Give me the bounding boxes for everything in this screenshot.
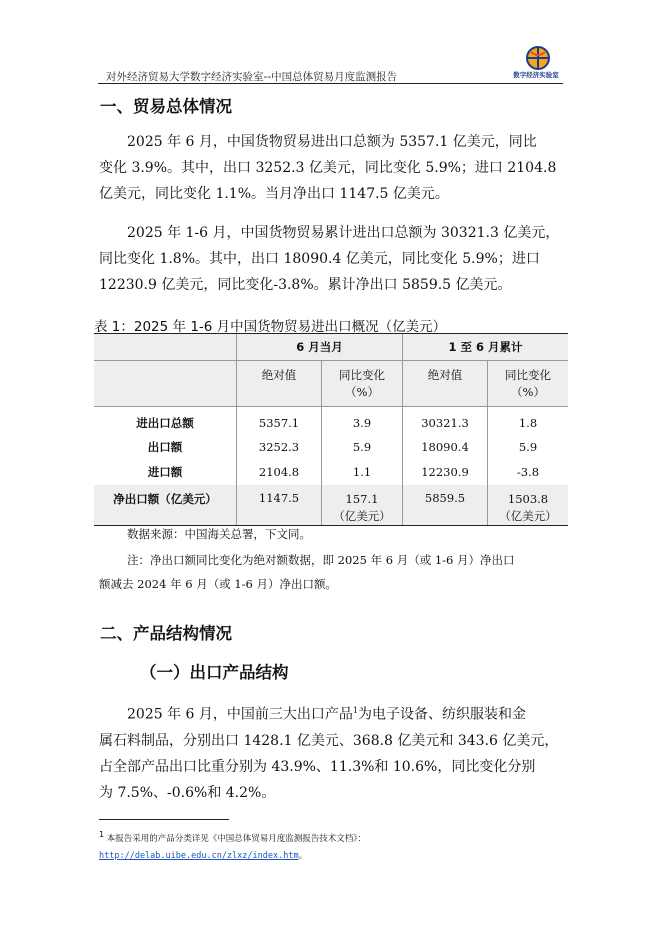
subheader-unit: （%） [511, 385, 545, 399]
data-source-note: 数据来源：中国海关总署，下文同。 [127, 527, 311, 541]
cell-unit: （亿美元） [499, 508, 557, 523]
subheader-cum-change [488, 361, 569, 407]
text-segment: 2025 年 6 月，中国前三大出口产品 [127, 706, 353, 723]
cell: 30321.3 [403, 407, 488, 435]
cell: 3.9 [322, 407, 403, 435]
paragraph-june-summary [99, 129, 565, 207]
table-row [94, 435, 568, 460]
table-corner-cell [94, 334, 237, 361]
cell: 5357.1 [237, 407, 322, 435]
cell-value: 1503.8 [507, 491, 549, 506]
text-line: 变化 3.9%。其中，出口 3252.3 亿美元，同比变化 5.9%；进口 2104.8 [99, 160, 557, 176]
cell: 5.9 [488, 435, 569, 460]
subheader-june-value: 绝对值 [237, 361, 322, 407]
cell-unit: （亿美元） [333, 508, 391, 523]
footnote-link[interactable]: http://delab.uibe.edu.cn/zlxz/index.htm [99, 850, 299, 861]
text-line [99, 698, 565, 728]
cell: 5859.5 [403, 485, 488, 526]
cell: 12230.9 [403, 460, 488, 485]
footnote [99, 826, 366, 865]
text-line: 属石料制品，分别出口 1428.1 亿美元、368.8 亿美元和 343.6 亿美元， [99, 732, 559, 749]
cell: 18090.4 [403, 435, 488, 460]
row-label: 净出口额（亿美元） [94, 485, 237, 526]
cell: -3.8 [488, 460, 569, 485]
cell: 5.9 [322, 435, 403, 460]
footnote-link-suffix: 。 [298, 850, 308, 861]
text-line: 12230.9 亿美元，同比变化-3.8%。累计净出口 5859.5 亿美元。 [99, 277, 512, 293]
footnote-rule [99, 819, 229, 820]
footnote-mark: 1 [99, 830, 105, 839]
subsection-title-export-products: （一）出口产品结构 [140, 663, 289, 682]
table-row [94, 460, 568, 485]
text-line: 亿美元，同比变化 1.1%。当月净出口 1147.5 亿美元。 [99, 186, 449, 202]
footnote-line [99, 848, 366, 865]
cell-value: 157.1 [345, 491, 379, 506]
cell: 1.8 [488, 407, 569, 435]
row-label: 出口额 [147, 440, 183, 454]
group-header-cumulative: 1 至 6 月累计 [403, 334, 569, 361]
subheader-text: 同比变化 [505, 368, 551, 382]
header-rule [98, 83, 563, 84]
running-header: 对外经济贸易大学数字经济实验室--中国总体贸易月度监测报告 [106, 71, 398, 83]
cell: 3252.3 [237, 435, 322, 460]
section-title-product-structure: 二、产品结构情况 [100, 624, 232, 643]
paragraph-h1-summary [99, 220, 565, 298]
table-caption: 表 1：2025 年 1-6 月中国货物贸易进出口概况（亿美元） [94, 319, 447, 335]
footnote-text: 本报告采用的产品分类详见《中国总体贸易月度监测报告技术文档》： [106, 833, 367, 844]
subheader-text: 同比变化 [339, 368, 385, 382]
cell: 1.1 [322, 460, 403, 485]
text-line: 2025 年 6 月，中国货物贸易进出口总额为 5357.1 亿美元，同比 [127, 134, 537, 150]
table-row-net-exports [94, 485, 568, 526]
subheader-june-change [322, 361, 403, 407]
logo-caption: 数字经济实验室 [513, 71, 559, 79]
cell: 2104.8 [237, 460, 322, 485]
cell [488, 485, 569, 526]
text-line: 为 7.5%、-0.6%和 4.2%。 [99, 784, 276, 801]
trade-overview-table [94, 333, 568, 526]
row-label: 进出口总额 [136, 415, 194, 430]
subheader-cum-value: 绝对值 [403, 361, 488, 407]
group-header-june: 6 月当月 [237, 334, 403, 361]
cell [322, 485, 403, 526]
table-row [94, 407, 568, 435]
table-notes [99, 522, 565, 596]
footnote-line [99, 826, 366, 848]
text-line: 额减去 2024 年 6 月（或 1-6 月）净出口额。 [99, 577, 338, 591]
text-segment: 为电子设备、纺织服装和金 [357, 706, 526, 723]
text-line: 注：净出口额同比变化为绝对额数据，即 2025 年 6 月（或 1-6 月）净出口 [127, 553, 515, 567]
text-line: 占全部产品出口比重分别为 43.9%、11.3%和 10.6%，同比变化分别 [99, 758, 536, 775]
cell: 1147.5 [237, 485, 322, 526]
text-line: 2025 年 1-6 月，中国货物贸易累计进出口总额为 30321.3 亿美元， [127, 225, 560, 241]
table-corner-cell [94, 361, 237, 407]
subheader-unit: （%） [345, 385, 379, 399]
footnote-ref[interactable]: 1 [352, 706, 358, 715]
paragraph-export-products [99, 698, 565, 806]
text-line: 同比变化 1.8%。其中，出口 18090.4 亿美元，同比变化 5.9%；进口 [99, 251, 540, 267]
section-title-overall-trade: 一、贸易总体情况 [100, 97, 232, 116]
row-label: 进口额 [147, 465, 183, 479]
